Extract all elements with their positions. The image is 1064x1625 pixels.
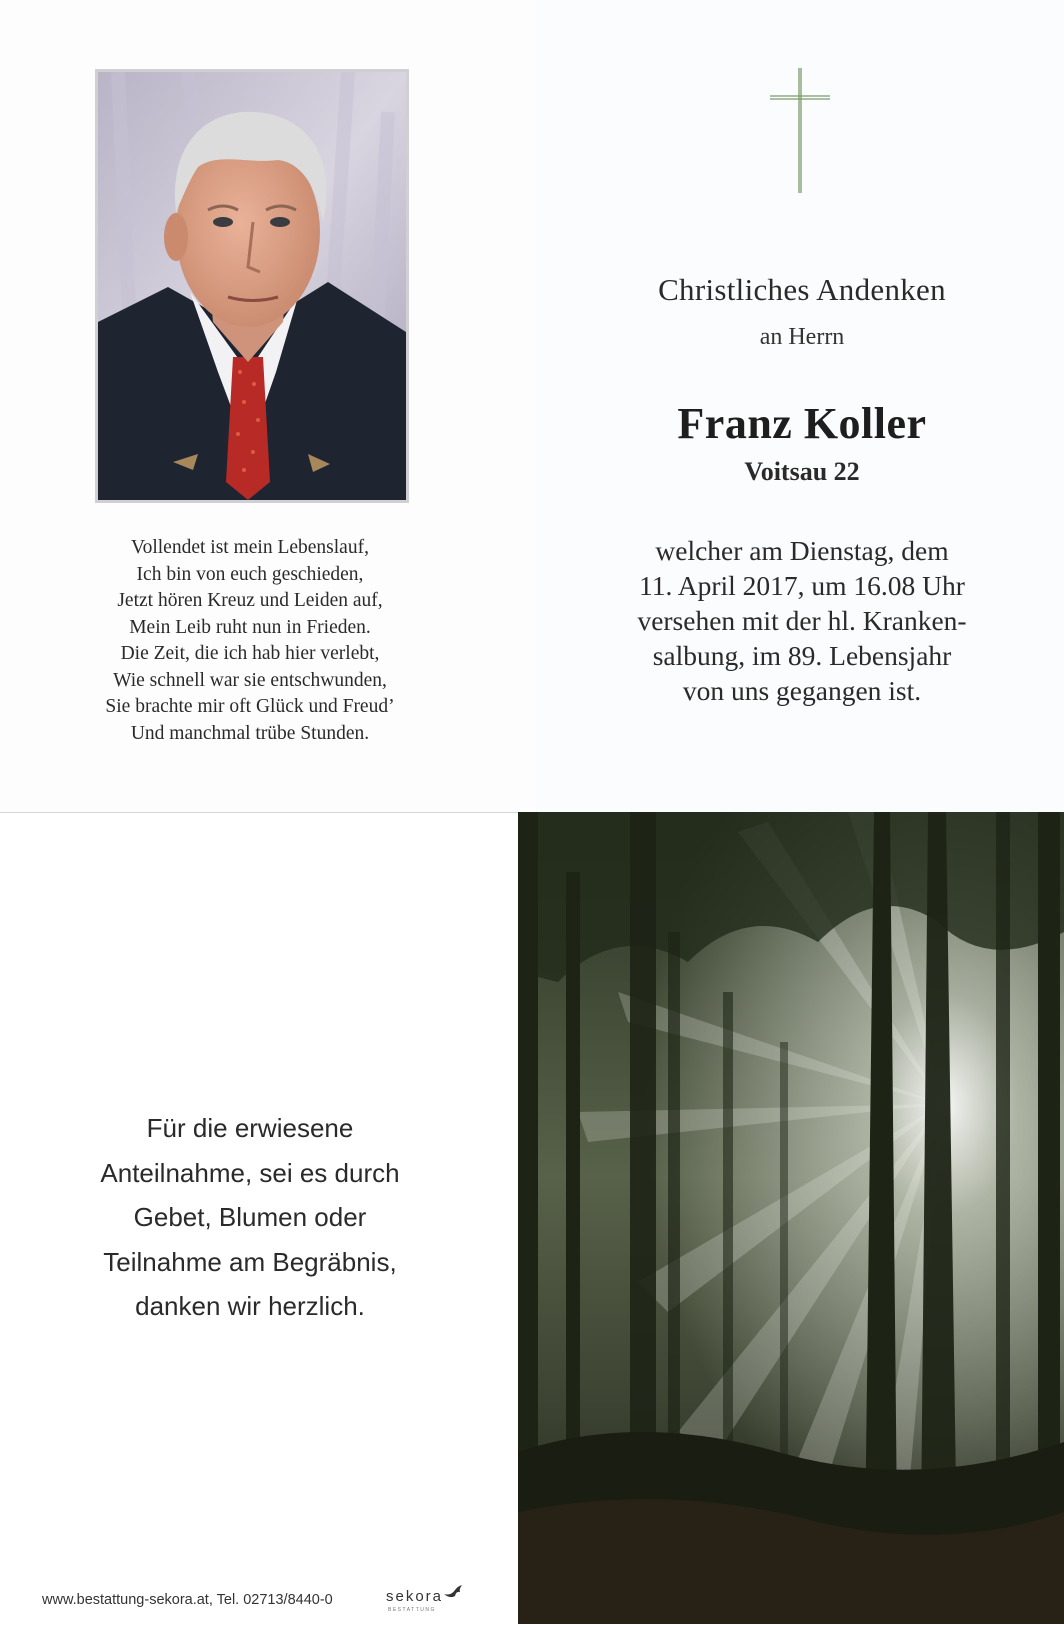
notice-line: 11. April 2017, um 16.08 Uhr (639, 570, 965, 601)
forest-photo (518, 812, 1064, 1624)
thanks-line: Anteilnahme, sei es durch (100, 1157, 400, 1188)
portrait-photo (95, 69, 409, 503)
salutation: an Herrn (759, 324, 845, 350)
thanks-line: danken wir herzlich. (135, 1291, 365, 1321)
memorial-title: Christliches Andenken (658, 272, 946, 307)
cross-icon (770, 68, 830, 193)
thanks-line: Für die erwiesene (146, 1113, 354, 1143)
notice-line: von uns gegangen ist. (682, 675, 922, 706)
poem-line: Wie schnell war sie entschwunden, (113, 669, 387, 691)
notice-line: versehen mit der hl. Kranken- (637, 605, 967, 636)
bird-icon (443, 1584, 463, 1600)
notice-line: salbung, im 89. Lebensjahr (652, 640, 952, 671)
inner-left-panel (0, 0, 536, 812)
poem-line: Die Zeit, die ich hab hier verlebt, (120, 643, 380, 664)
poem-line: Sie brachte mir oft Glück und Freud’ (105, 696, 395, 717)
funeral-home-contact: www.bestattung-sekora.at, Tel. 02713/8440-0 (42, 1592, 333, 1608)
funeral-home-logo-subtitle: BESTATTUNG (388, 1607, 436, 1613)
poem (40, 535, 460, 747)
death-notice (560, 533, 1044, 708)
poem-line: Mein Leib ruht nun in Frieden. (129, 616, 371, 638)
funeral-home-logo: sekora (386, 1588, 444, 1605)
notice-line: welcher am Dienstag, dem (655, 535, 949, 566)
thanks-line: Teilnahme am Begräbnis, (103, 1246, 397, 1277)
poem-line: Und manchmal trübe Stunden. (130, 722, 370, 744)
poem-line: Ich bin von euch geschieden, (136, 563, 364, 585)
thanks-line: Gebet, Blumen oder (133, 1202, 367, 1232)
deceased-address: Voitsau 22 (744, 457, 860, 486)
thank-you-message (40, 1106, 460, 1329)
deceased-name: Franz Koller (677, 399, 927, 448)
poem-line: Jetzt hören Kreuz und Leiden auf, (117, 590, 383, 611)
poem-line: Vollendet ist mein Lebenslauf, (131, 537, 369, 558)
